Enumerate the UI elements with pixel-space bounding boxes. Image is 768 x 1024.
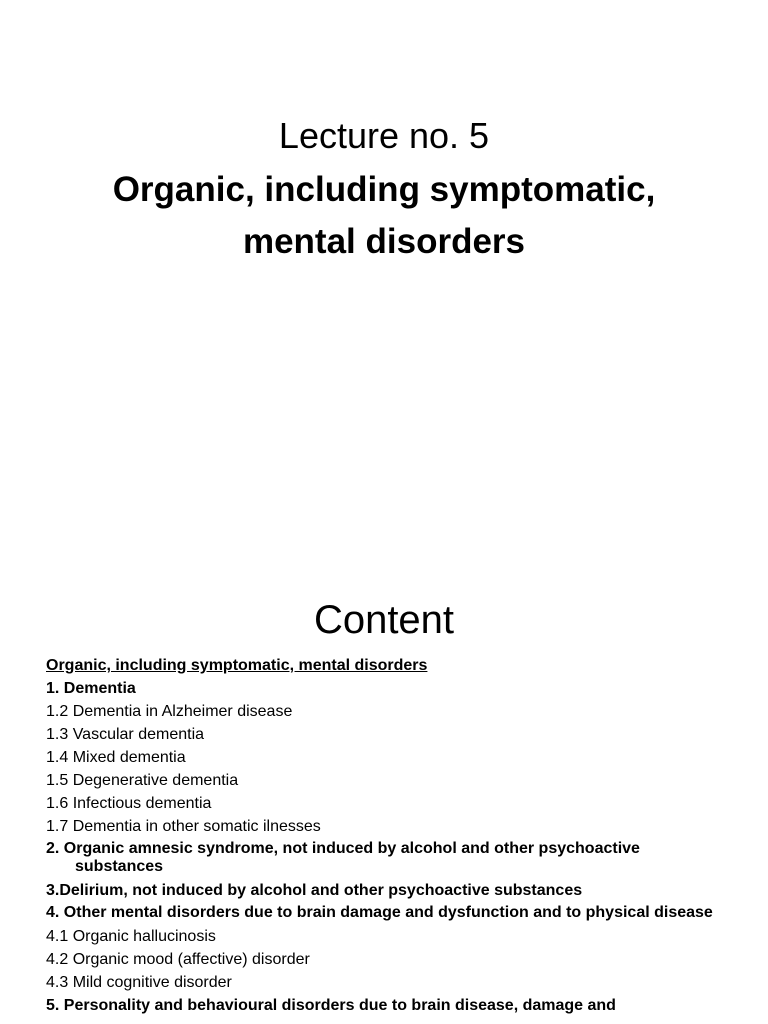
toc-item: 4.2 Organic mood (affective) disorder [46, 951, 310, 968]
toc-item: 1.3 Vascular dementia [46, 726, 205, 743]
content-slide [0, 576, 768, 1024]
lecture-number: Lecture no. 5 [278, 115, 490, 156]
toc-item: 1. Dementia [46, 680, 136, 697]
toc-section-heading: Organic, including symptomatic, mental disorders [46, 657, 428, 674]
toc-item: 1.6 Infectious dementia [46, 795, 212, 812]
toc-item: 2. Organic amnesic syndrome, not induced by alcohol and other psychoactive substances [46, 840, 640, 875]
toc-item: 5. Personality and behavioural disorders due to brain disease, damage and [46, 997, 616, 1014]
table-of-contents [46, 654, 726, 1017]
toc-item: 4. Other mental disorders due to brain damage and dysfunction and to physical disease [46, 904, 713, 921]
toc-item: 4.3 Mild cognitive disorder [46, 974, 232, 991]
lecture-title: Organic, including symptomatic, mental disorders [112, 170, 656, 261]
toc-item: 4.1 Organic hallucinosis [46, 928, 216, 945]
toc-item: 1.4 Mixed dementia [46, 749, 186, 766]
toc-item: 3.Delirium, not induced by alcohol and other psychoactive substances [46, 882, 583, 899]
toc-item: 1.7 Dementia in other somatic ilnesses [46, 818, 321, 835]
toc-item: 1.2 Dementia in Alzheimer disease [46, 703, 293, 720]
content-heading: Content [313, 598, 455, 642]
toc-item: 1.5 Degenerative dementia [46, 772, 239, 789]
